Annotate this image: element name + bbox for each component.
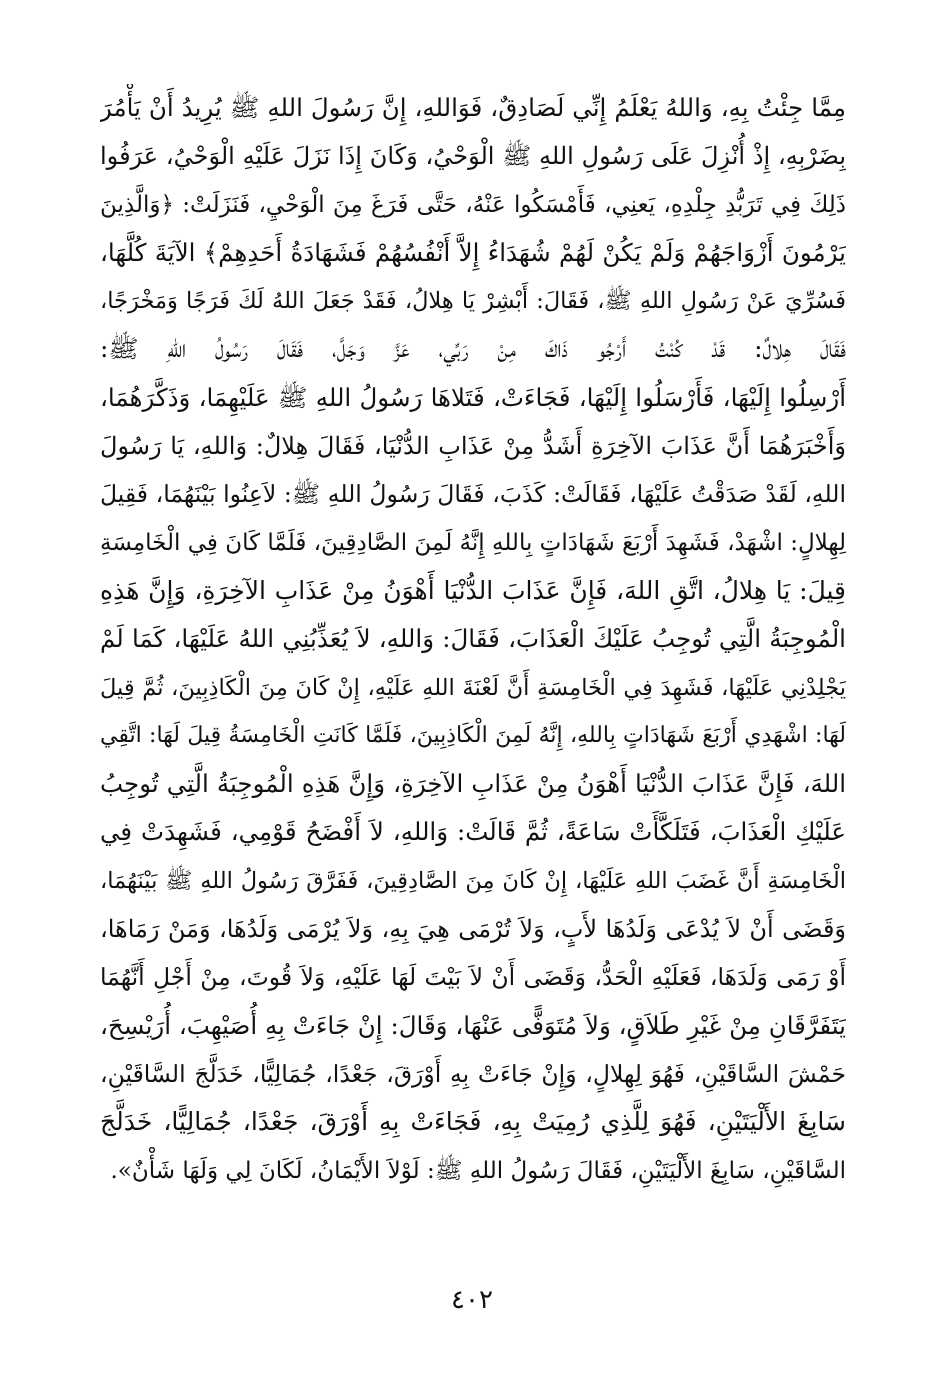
text-line: قِيلَ: يَا هِلالُ، اتَّقِ اللهَ، فَإِنَّ عَذَابَ الدُّنْيَا أَهْوَنُ مِنْ عَذَابِ الآخِرَةِ، وَإِنَّ هَذِهِ	[100, 575, 846, 605]
text-line: يَرْمُونَ أَزْوَاجَهُمْ وَلَمْ يَكُنْ لَهُمْ شُهَدَاءُ إِلاَّ أَنْفُسُهُمْ فَشَهَادَةُ أَحَدِهِمْ﴾ الآيَةَ كُلَّهَا،	[100, 237, 846, 267]
text-line: بِضَرْبِهِ، إِذْ أُنْزِلَ عَلَى رَسُولِ اللهِ ﷺ الْوَحْيُ، وَكَانَ إِذَا نَزَلَ عَلَيْهِ الْوَحْيُ، عَرَفُوا	[100, 142, 846, 171]
text-line: مِمَّا جِئْتُ بِهِ، وَاللهُ يَعْلَمُ إِنِّي لَصَادِقٌ، فَوَاللهِ، إِنَّ رَسُولَ اللهِ ﷺ يُرِيدُ أَنْ يَأْمُرَ	[100, 93, 846, 122]
text-line: أَوْ رَمَى وَلَدَهَا، فَعَلَيْهِ الْحَدُّ، وَقَضَى أَنْ لاَ بَيْتَ لَهَا عَلَيْهِ، وَلاَ قُوتَ، مِنْ أَجْلِ أَنَّهُمَا	[100, 963, 846, 992]
text-line: يَجْلِدْنِي عَلَيْهَا، فَشَهِدَ فِي الْخَامِسَةِ أَنَّ لَعْنَةَ اللهِ عَلَيْهِ، إِنْ كَانَ مِنَ الْكَاذِبِينَ، ثُمَّ قِيلَ	[100, 674, 846, 701]
text-line: اللهَ، فَإِنَّ عَذَابَ الدُّنْيَا أَهْوَنُ مِنْ عَذَابِ الآخِرَةِ، وَإِنَّ هَذِهِ الْمُوجِبَةُ الَّتِي تُوجِبُ	[100, 769, 846, 799]
text-line: الْمُوجِبَةُ الَّتِي تُوجِبُ عَلَيْكَ الْعَذَابَ، فَقَالَ: وَاللهِ، لاَ يُعَذِّبُنِي اللهُ عَلَيْهَا، كَمَا لَمْ	[100, 624, 846, 654]
text-line: سَابِغَ الأَلْيَتَيْنِ، فَهُوَ لِلَّذِي رُمِيَتْ بِهِ، فَجَاءَتْ بِهِ أَوْرَقَ، جَعْدًا، جُمَالِيًّا، خَدَلَّجَ	[100, 1107, 846, 1137]
hadith-text-block	[100, 84, 846, 1195]
text-line: اللهِ، لَقَدْ صَدَقْتُ عَلَيْهَا، فَقَالَتْ: كَذَبَ، فَقَالَ رَسُولُ اللهِ ﷺ: لاَعِنُوا بَيْنَهُمَا، فَقِيلَ	[100, 480, 846, 509]
text-line: لِهِلالٍ: اشْهَدْ، فَشَهِدَ أَرْبَعَ شَهَادَاتٍ بِاللهِ إِنَّهُ لَمِنَ الصَّادِقِينَ، فَلَمَّا كَانَ فِي الْخَامِسَةِ	[100, 529, 846, 556]
text-line: الْخَامِسَةِ أَنَّ غَضَبَ اللهِ عَلَيْهَا، إِنْ كَانَ مِنَ الصَّادِقِينَ، فَفَرَّقَ رَسُولُ اللهِ ﷺ بَيْنَهُمَا،	[100, 867, 846, 894]
text-line: فَقَالَ هِلالٌ: قَدْ كُنْتُ أَرْجُو ذَاكَ مِنْ رَبِّي، عَزَّ وَجَلَّ، فَقَالَ رَسُولُ اللهِ ﷺ:	[100, 334, 846, 364]
text-line: يَتَفَرَّقَانِ مِنْ غَيْرِ طَلاَقٍ، وَلاَ مُتَوَفًّى عَنْهَا، وَقَالَ: إِنْ جَاءَتْ بِهِ أُصَيْهِبَ، أُرَيْسِحَ،	[100, 1010, 846, 1040]
text-line: وَأَخْبَرَهُمَا أَنَّ عَذَابَ الآخِرَةِ أَشَدُّ مِنْ عَذَابِ الدُّنْيَا، فَقَالَ هِلالٌ: وَاللهِ، يَا رَسُولَ	[100, 432, 846, 461]
text-line: عَلَيْكِ الْعَذَابَ، فَتَلَكَّأَتْ سَاعَةً، ثُمَّ قَالَتْ: وَاللهِ، لاَ أَفْضَحُ قَوْمِي، فَشَهِدَتْ فِي	[100, 817, 846, 847]
text-line: وَقَضَى أَنْ لاَ يُدْعَى وَلَدُهَا لأَبٍ، وَلاَ تُرْمَى هِيَ بِهِ، وَلاَ يُرْمَى وَلَدُهَا، وَمَنْ رَمَاهَا،	[100, 915, 846, 944]
text-line: أَرْسِلُوا إِلَيْهَا، فَأَرْسَلُوا إِلَيْهَا، فَجَاءَتْ، فَتَلاهَا رَسُولُ اللهِ ﷺ عَلَيْهِمَا، وَذَكَّرَهُمَا،	[100, 382, 846, 412]
page-number: ٤٠٢	[451, 1285, 493, 1315]
text-line: ذَلِكَ فِي تَرَبُّدِ جِلْدِهِ، يَعنِي، فَأَمْسَكُوا عَنْهُ، حَتَّى فَرَغَ مِنَ الْوَحْيِ، فَنَزَلَتْ: ﴿وَالَّذِينَ	[100, 191, 846, 218]
text-line-last: السَّاقَيْنِ، سَابِغَ الأَلْيَتَيْنِ، فَقَالَ رَسُولُ اللهِ ﷺ: لَوْلاَ الأَيْمَانُ، لَكَانَ لِي وَلَهَا شَأْنٌ».	[110, 1157, 846, 1184]
text-line: لَهَا: اشْهَدِي أَرْبَعَ شَهَادَاتٍ بِاللهِ، إِنَّهُ لَمِنَ الْكَاذِبِينَ، فَلَمَّا كَانَتِ الْخَامِسَةُ قِيلَ لَهَا: اتَّقِي	[100, 722, 846, 748]
text-line: حَمْشَ السَّاقَيْنِ، فَهُوَ لِهِلالٍ، وَإِنْ جَاءَتْ بِهِ أَوْرَقَ، جَعْدًا، جُمَالِيًّا، خَدَلَّجَ السَّاقَيْنِ،	[100, 1059, 846, 1088]
text-line: فَسُرِّيَ عَنْ رَسُولِ اللهِ ﷺ، فَقَالَ: أَبْشِرْ يَا هِلالُ، فَقَدْ جَعَلَ اللهُ لَكَ فَرَجًا وَمَخْرَجًا،	[100, 288, 846, 315]
